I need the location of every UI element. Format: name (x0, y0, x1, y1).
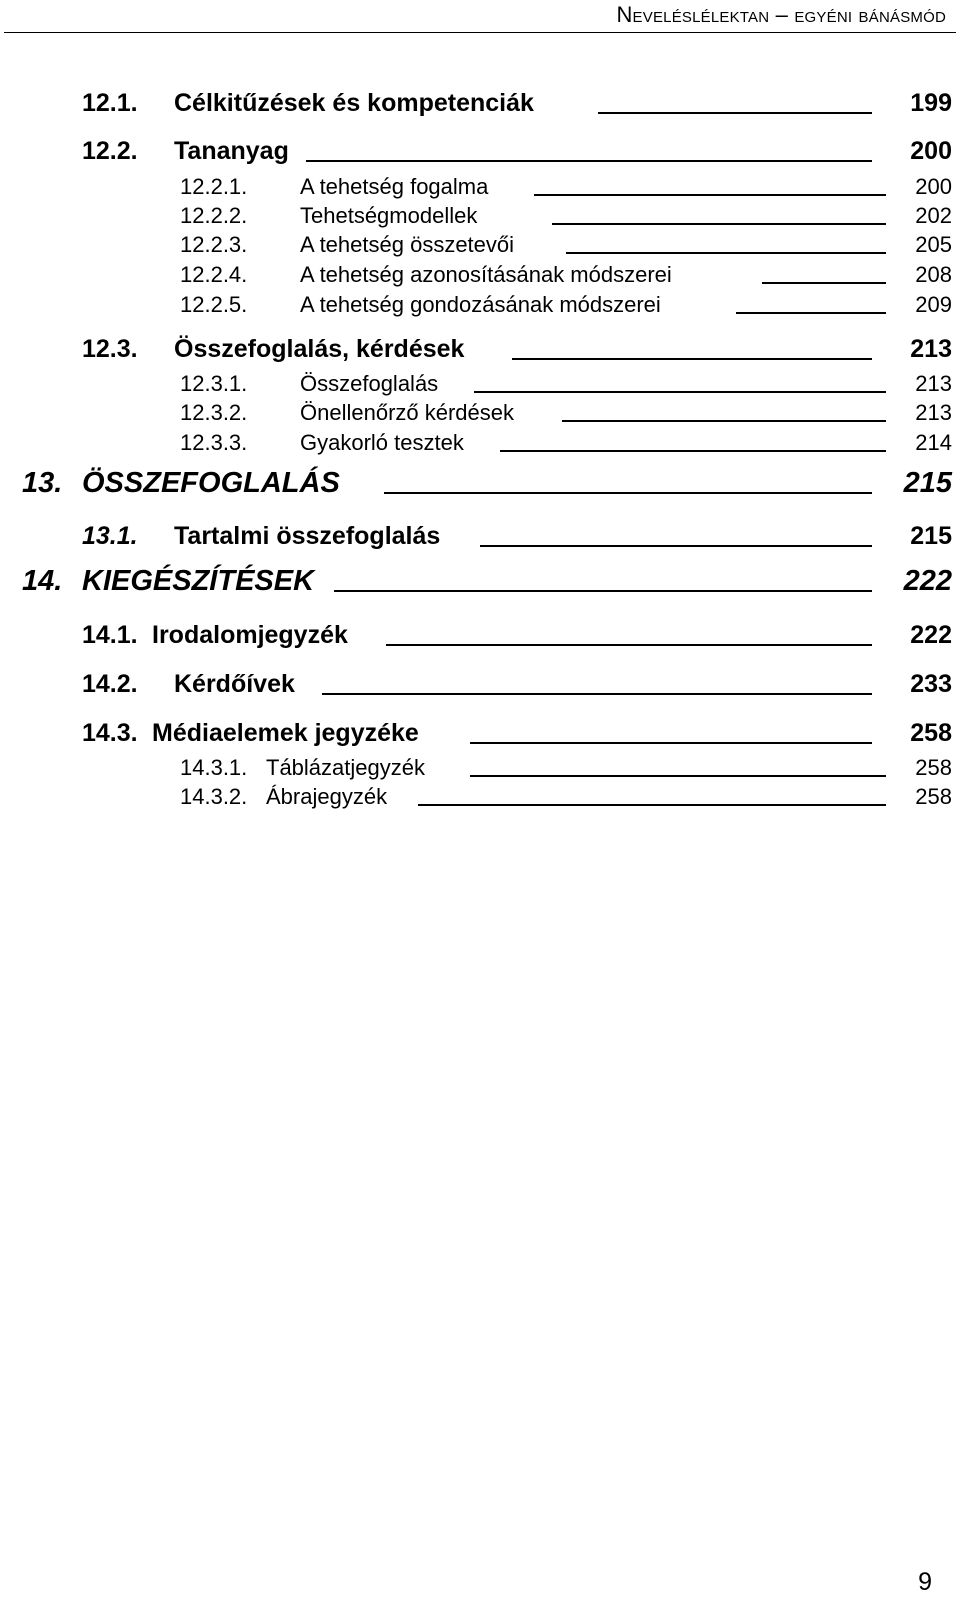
toc-leader (480, 545, 872, 547)
toc-number: 14.3. (82, 719, 138, 747)
toc-entry[interactable] (0, 671, 960, 703)
toc-title: A tehetség összetevői (300, 232, 515, 257)
toc-entry[interactable] (0, 782, 960, 814)
toc-title: Tehetségmodellek (300, 203, 478, 228)
toc-page: 215 (903, 467, 952, 499)
toc-leader (500, 450, 886, 452)
toc-page: 222 (903, 565, 952, 597)
toc-page: 214 (915, 430, 952, 455)
toc-number: 12.2.1. (180, 174, 248, 199)
toc-entry[interactable] (0, 622, 960, 654)
toc-leader (386, 644, 872, 646)
toc-entry[interactable] (0, 336, 960, 368)
toc-number: 12.2.3. (180, 232, 248, 257)
toc-leader (306, 160, 872, 162)
toc-number: 12.2. (82, 137, 138, 165)
toc-number: 14.2. (82, 670, 138, 698)
toc-number: 12.3.3. (180, 430, 248, 455)
toc-number: 12.2.2. (180, 203, 248, 228)
page-number: 9 (918, 1568, 932, 1596)
toc-number: 13.1. (82, 522, 138, 550)
toc-title: Összefoglalás, kérdések (174, 335, 465, 363)
toc-leader (762, 282, 886, 284)
toc-title: Összefoglalás (300, 371, 439, 396)
toc-leader (562, 420, 886, 422)
toc-page: 205 (915, 232, 952, 257)
toc-title: Gyakorló tesztek (300, 430, 464, 455)
toc-entry[interactable] (0, 720, 960, 752)
toc-entry[interactable] (0, 428, 960, 460)
toc-number: 12.3. (82, 335, 138, 363)
toc-leader (418, 804, 886, 806)
toc-entry[interactable] (0, 369, 960, 401)
toc-page: 213 (915, 371, 952, 396)
toc-title: Ábrajegyzék (266, 784, 388, 809)
toc-number: 12.1. (82, 89, 138, 117)
toc-page: 258 (915, 755, 952, 780)
toc-leader (384, 492, 872, 494)
toc-page: 258 (915, 784, 952, 809)
toc-number: 12.2.5. (180, 292, 248, 317)
toc-title: A tehetség gondozásának módszerei (300, 292, 661, 317)
toc-leader (534, 194, 886, 196)
toc-entry[interactable] (0, 290, 960, 322)
toc-leader (566, 252, 886, 254)
toc-leader (334, 590, 872, 592)
toc-title: Célkitűzések és kompetenciák (174, 89, 534, 117)
toc-entry[interactable] (0, 172, 960, 204)
toc-page: 215 (910, 522, 952, 550)
toc-page: 209 (915, 292, 952, 317)
toc-leader (474, 391, 886, 393)
toc-leader (512, 358, 872, 360)
toc-entry[interactable] (0, 467, 960, 504)
toc-number: 14.1. (82, 621, 138, 649)
toc-leader (470, 775, 886, 777)
toc-title: Médiaelemek jegyzéke (152, 719, 419, 747)
toc-page: 208 (915, 262, 952, 287)
toc-leader (470, 742, 872, 744)
toc-entry[interactable] (0, 90, 960, 122)
toc-title: Táblázatjegyzék (266, 755, 425, 780)
toc-title: A tehetség fogalma (300, 174, 489, 199)
toc-title: ÖSSZEFOGLALÁS (82, 467, 340, 499)
toc-leader (552, 223, 886, 225)
toc-entry[interactable] (0, 138, 960, 170)
toc-title: Önellenőrző kérdések (300, 400, 515, 425)
toc-title: Irodalomjegyzék (152, 621, 348, 649)
toc-leader (736, 312, 886, 314)
toc-number: 12.3.1. (180, 371, 248, 396)
toc-title: Tananyag (174, 137, 289, 165)
toc-number: 12.2.4. (180, 262, 248, 287)
toc-number: 14.3.2. (180, 784, 248, 809)
toc-page: 200 (910, 137, 952, 165)
toc-entry[interactable] (0, 398, 960, 430)
toc-number: 12.3.2. (180, 400, 248, 425)
toc-page: 213 (910, 335, 952, 363)
toc-page: 258 (910, 719, 952, 747)
toc-entry[interactable] (0, 753, 960, 785)
toc-page: 199 (910, 89, 952, 117)
toc-number: 14.3.1. (180, 755, 248, 780)
toc-leader (598, 112, 872, 114)
toc-number: 13. (22, 467, 63, 499)
running-title: Neveléslélektan – egyéni bánásmód (616, 2, 946, 27)
toc-title: A tehetség azonosításának módszerei (300, 262, 672, 287)
toc-entry[interactable] (0, 230, 960, 262)
toc-entry[interactable] (0, 201, 960, 233)
toc-title: Tartalmi összefoglalás (174, 522, 441, 550)
toc-page: 233 (910, 670, 952, 698)
toc-page: 222 (910, 621, 952, 649)
toc-page: 200 (915, 174, 952, 199)
toc-entry[interactable] (0, 523, 960, 555)
toc-title: KIEGÉSZÍTÉSEK (82, 565, 315, 597)
toc-page: 202 (915, 203, 952, 228)
toc-title: Kérdőívek (174, 670, 295, 698)
toc-page: 213 (915, 400, 952, 425)
toc-leader (322, 693, 872, 695)
toc-entry[interactable] (0, 565, 960, 602)
toc-entry[interactable] (0, 260, 960, 292)
toc-number: 14. (22, 565, 63, 597)
